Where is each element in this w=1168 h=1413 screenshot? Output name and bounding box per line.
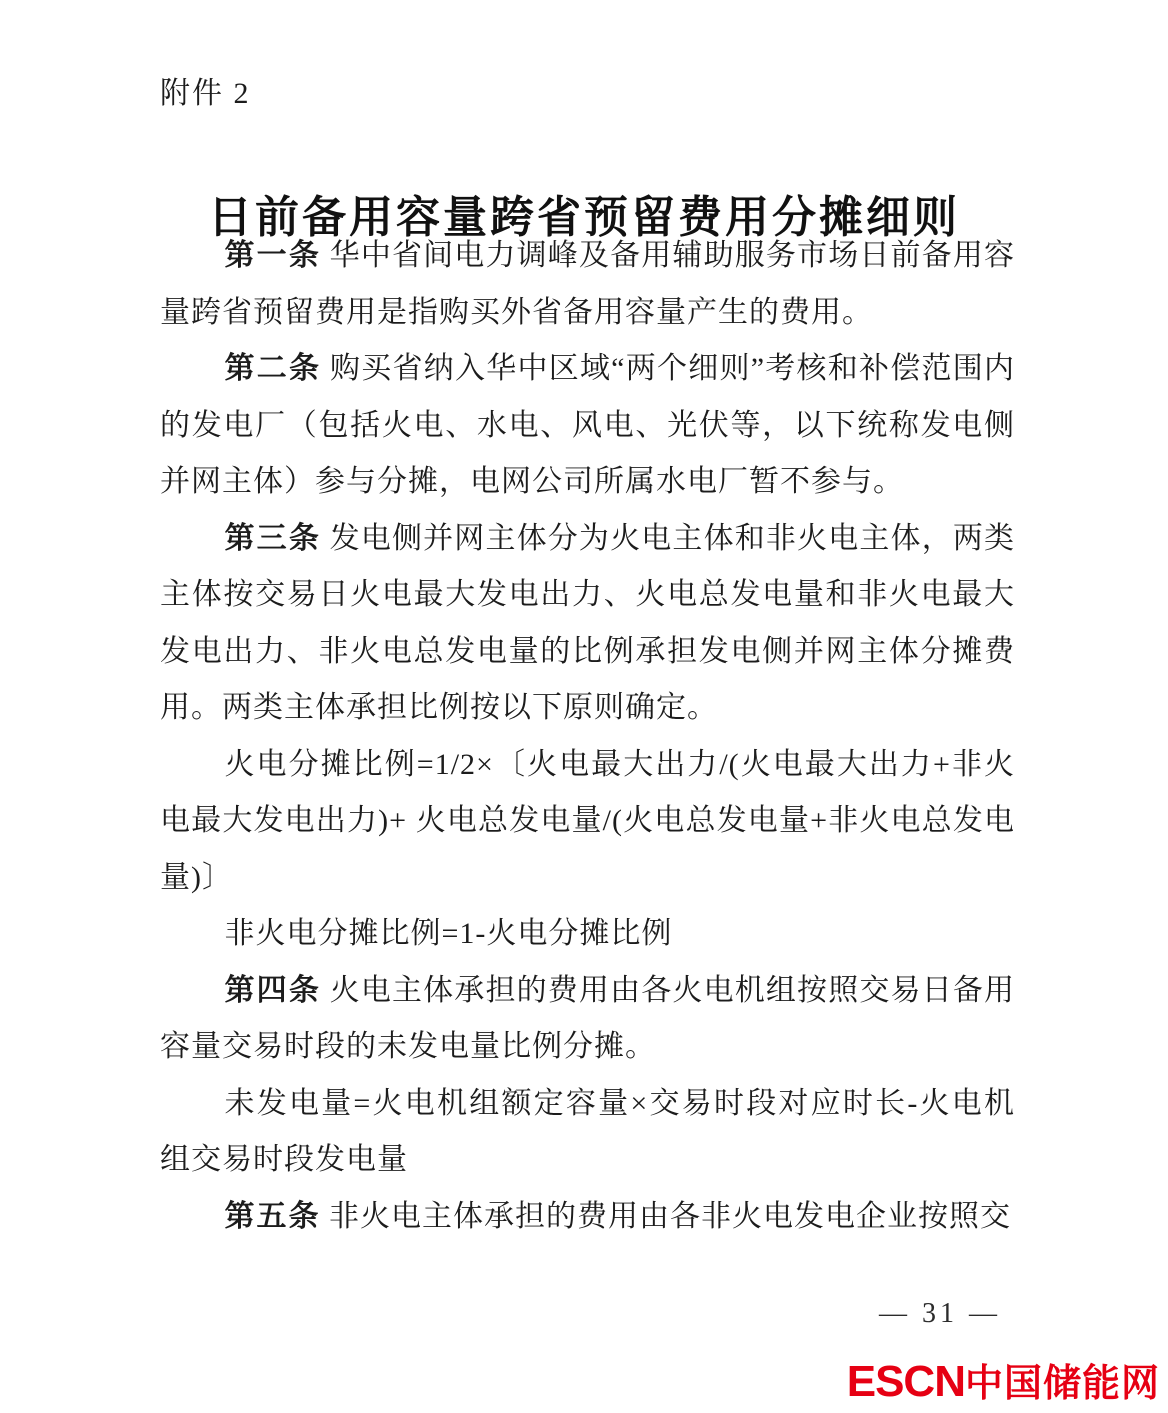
formula-paragraph xyxy=(160,906,1015,963)
article-paragraph xyxy=(160,511,1015,737)
formula-paragraph xyxy=(160,1076,1015,1189)
paragraph-text: 购买省纳入华中区域“两个细则”考核和补偿范围内的发电厂（包括火电、水电、风电、光伏等，以下统称发电侧并网主体）参与分摊，电网公司所属水电厂暂不参与。 xyxy=(160,352,1015,498)
attachment-label: 附件 2 xyxy=(160,77,251,110)
article-label: 第四条 xyxy=(224,973,321,1007)
page-number: — 31 — xyxy=(879,1298,1001,1329)
article-label: 第五条 xyxy=(224,1199,321,1233)
paragraph-text: 非火电分摊比例=1-火电分摊比例 xyxy=(224,917,673,950)
paragraph-text: 非火电主体承担的费用由各非火电发电企业按照交 xyxy=(329,1199,1011,1233)
paragraph-text: 未发电量=火电机组额定容量×交易时段对应时长-火电机组交易时段发电量 xyxy=(160,1086,1015,1176)
article-label: 第三条 xyxy=(224,521,321,555)
logo-chinese-text: 中国储能网 xyxy=(964,1363,1160,1405)
article-label: 第一条 xyxy=(224,239,321,272)
paragraph-text: 火电主体承担的费用由各火电机组按照交易日备用容量交易时段的未发电量比例分摊。 xyxy=(160,973,1016,1063)
document-title: 日前备用容量跨省预留费用分摊细则 xyxy=(208,193,960,243)
paragraph-text: 火电分摊比例=1/2×〔火电最大出力/(火电最大出力+非火电最大发电出力)+ 火电总发电量/(火电总发电量+非火电总发电量)〕 xyxy=(160,747,1015,894)
escn-watermark-logo xyxy=(847,1352,1160,1407)
paragraph-text: 华中省间电力调峰及备用辅助服务市场日前备用容量跨省预留费用是指购买外省备用容量产生的费用。 xyxy=(160,239,1016,329)
paragraph-text: 发电侧并网主体分为火电主体和非火电主体，两类主体按交易日火电最大发电出力、火电总发电量和非火电最大发电出力、非火电总发电量的比例承担发电侧并网主体分摊费用。两类主体承担比例按以下原则确定。 xyxy=(160,521,1016,724)
logo-latin-text: ESCN xyxy=(846,1357,965,1406)
article-paragraph xyxy=(160,963,1015,1076)
article-label: 第二条 xyxy=(224,352,322,385)
article-paragraph xyxy=(160,1189,1015,1246)
article-paragraph xyxy=(160,228,1015,341)
article-paragraph xyxy=(160,341,1015,511)
formula-paragraph xyxy=(160,737,1015,907)
document-body xyxy=(160,228,1015,1245)
